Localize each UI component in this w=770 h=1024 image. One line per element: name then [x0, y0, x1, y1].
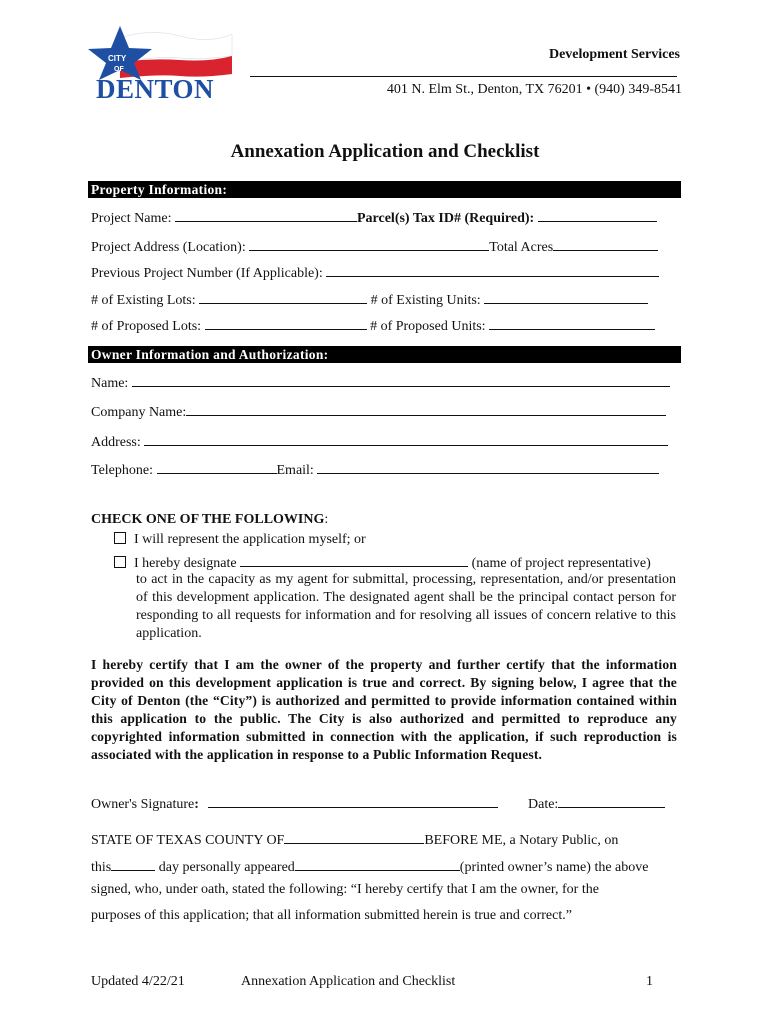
project-address-row	[91, 236, 658, 256]
date-label: Date:	[528, 797, 559, 812]
proposed-lots-field[interactable]	[205, 315, 367, 330]
property-section-heading: Property Information:	[88, 181, 681, 198]
representative-name-field[interactable]	[240, 552, 468, 567]
signature-row	[91, 793, 498, 813]
option-designate-suffix: (name of project representative)	[471, 556, 651, 571]
previous-number-row	[91, 262, 659, 282]
logo-of-text: OF	[114, 66, 124, 73]
owner-address-row	[91, 431, 668, 451]
total-acres-label: Total Acres	[489, 240, 554, 255]
date-row	[528, 793, 665, 813]
page-title: Annexation Application and Checklist	[230, 141, 540, 162]
owner-address-label: Address:	[91, 435, 141, 450]
project-name-field[interactable]	[175, 207, 357, 222]
existing-row	[91, 289, 648, 309]
notary-line-3: signed, who, under oath, stated the following: “I hereby certify that I am the owner, for the	[91, 882, 599, 897]
proposed-units-label: # of Proposed Units:	[370, 319, 486, 334]
project-name-label: Project Name:	[91, 211, 172, 226]
owner-section-heading: Owner Information and Authorization:	[88, 346, 681, 363]
company-name-label: Company Name:	[91, 405, 187, 420]
owner-name-row	[91, 372, 670, 392]
header-address: 401 N. Elm St., Denton, TX 76201 • (940) 349-8541	[386, 82, 682, 97]
check-heading	[91, 512, 328, 528]
county-field[interactable]	[284, 829, 424, 844]
certification-text: I hereby certify that I am the owner of the property and further certify that the information provided on this development application is true and correct. By signing below, I agree that the City of Denton (the “City”) is authorized and permitted to provide information contained within this application to the public. The City is also authorized and permitted to reproduce any copyrighted information submitted in connection with the application, if such reproduction is associated with the application in response to a Public Information Request.	[91, 657, 677, 762]
existing-lots-label: # of Existing Lots:	[91, 293, 196, 308]
option-designate	[114, 552, 651, 572]
logo-denton-text: DENTON	[96, 74, 215, 104]
check-heading-text: CHECK ONE OF THE FOLLOWING	[91, 512, 325, 527]
this-text: this	[91, 860, 112, 875]
option-self-label: I will represent the application myself; or	[134, 532, 366, 547]
owner-address-field[interactable]	[144, 431, 668, 446]
notary-line-2	[91, 856, 648, 876]
company-name-field[interactable]	[186, 401, 666, 416]
owner-signature-label: Owner's Signature	[91, 797, 195, 812]
state-county-label: STATE OF TEXAS COUNTY OF	[91, 833, 285, 848]
tax-id-field[interactable]	[538, 207, 657, 222]
contact-row	[91, 459, 659, 479]
notary-line-4: purposes of this application; that all information submitted herein is true and correct.”	[91, 908, 572, 923]
telephone-label: Telephone:	[91, 463, 153, 478]
previous-number-label: Previous Project Number (If Applicable):	[91, 266, 323, 281]
tax-id-label: Parcel(s) Tax ID# (Required):	[356, 211, 535, 226]
owner-name-field[interactable]	[132, 372, 670, 387]
owner-name-label: Name:	[91, 376, 129, 391]
email-field[interactable]	[317, 459, 659, 474]
day-appeared-text: day personally appeared	[158, 860, 295, 875]
owner-signature-field[interactable]	[208, 793, 498, 808]
proposed-lots-label: # of Proposed Lots:	[91, 319, 202, 334]
option-self-checkbox[interactable]	[114, 532, 126, 544]
printed-name-text: (printed owner’s name) the above	[459, 860, 649, 875]
header-department: Development Services	[548, 47, 680, 62]
day-field[interactable]	[111, 856, 155, 871]
project-address-label: Project Address (Location):	[91, 240, 246, 255]
star-flag-icon	[80, 24, 236, 80]
check-heading-colon: :	[324, 512, 329, 527]
project-name-row	[91, 207, 657, 227]
option-designate-checkbox[interactable]	[114, 556, 126, 568]
proposed-row	[91, 315, 655, 335]
project-address-field[interactable]	[249, 236, 489, 251]
total-acres-field[interactable]	[553, 236, 658, 251]
company-name-row	[91, 401, 666, 421]
option-self	[114, 532, 366, 548]
option-designate-label: I hereby designate	[134, 556, 237, 571]
existing-units-label: # of Existing Units:	[370, 293, 481, 308]
city-logo	[80, 24, 236, 104]
telephone-field[interactable]	[157, 459, 277, 474]
footer-title: Annexation Application and Checklist	[241, 974, 456, 989]
before-me-text: BEFORE ME, a Notary Public, on	[424, 833, 619, 848]
footer-page-number: 1	[646, 974, 653, 989]
previous-number-field[interactable]	[326, 262, 659, 277]
proposed-units-field[interactable]	[489, 315, 655, 330]
header-rule	[250, 76, 677, 77]
footer-updated: Updated 4/22/21	[91, 974, 185, 989]
date-field[interactable]	[558, 793, 665, 808]
logo-city-text: CITY	[108, 54, 127, 63]
notary-line-1	[91, 829, 618, 849]
existing-units-field[interactable]	[484, 289, 648, 304]
designate-body: to act in the capacity as my agent for submittal, processing, representation, and/or presentation of this development application. The designated agent shall be the principal contact person for responding to all requests for information and for resolving all issues of concern relative to this application.	[136, 572, 676, 641]
printed-name-field[interactable]	[295, 856, 460, 871]
email-label: Email:	[276, 463, 314, 478]
existing-lots-field[interactable]	[199, 289, 367, 304]
owner-signature-colon: :	[194, 797, 199, 812]
